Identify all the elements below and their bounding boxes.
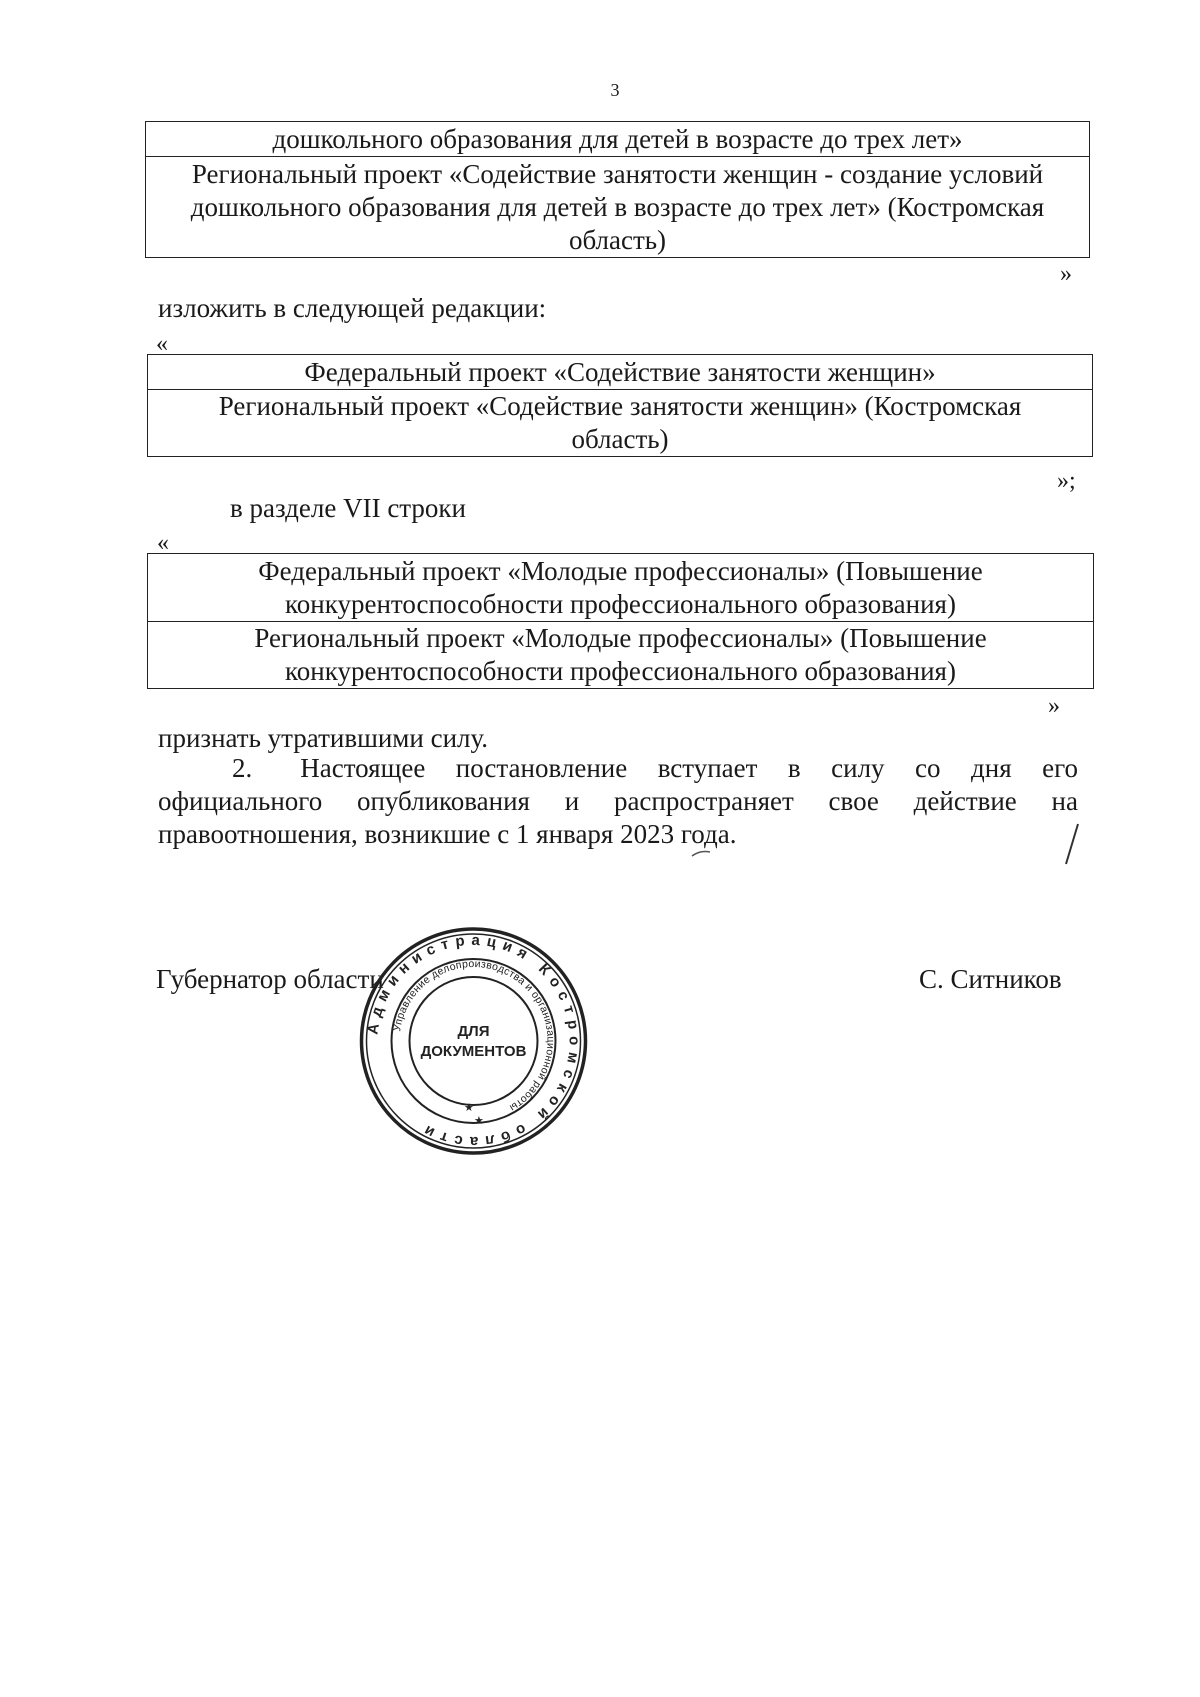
svg-text:ДОКУМЕНТОВ: ДОКУМЕНТОВ xyxy=(420,1043,527,1060)
table-new-rows xyxy=(147,354,1093,457)
table-cell: Федеральный проект «Молодые профессионалы» (Повышение конкурентоспособности профессионального образования) xyxy=(148,554,1094,622)
table-row xyxy=(148,622,1094,689)
table-row xyxy=(148,390,1093,457)
closing-quote: »; xyxy=(1057,468,1076,494)
table-cell: Региональный проект «Содействие занятости женщин - создание условий дошкольного образования для детей в возрасте до трех лет» (Костромская область) xyxy=(146,157,1090,258)
opening-quote: « xyxy=(157,530,169,556)
table-row xyxy=(148,355,1093,390)
paragraph-line-3: правоотношения, возникшие с 1 января 2023 года. xyxy=(158,819,737,849)
pen-mark xyxy=(690,848,714,858)
svg-text:Администрация Костромской обла: Администрация Костромской области xyxy=(364,931,583,1151)
svg-text:ДЛЯ: ДЛЯ xyxy=(457,1023,490,1040)
official-stamp xyxy=(356,926,591,1156)
opening-quote: « xyxy=(156,331,168,357)
paragraph-number: 2. xyxy=(232,753,253,783)
table-cell: Федеральный проект «Содействие занятости женщин» xyxy=(148,355,1093,390)
closing-quote: » xyxy=(1048,693,1060,719)
body-text: признать утратившими силу. xyxy=(158,723,489,753)
table-row xyxy=(146,157,1090,258)
table-old-rows xyxy=(145,121,1090,258)
svg-text:★: ★ xyxy=(464,1101,474,1114)
paragraph-line-1: Настоящее постановление вступает в силу со дня его xyxy=(300,753,1078,783)
page-number: 3 xyxy=(610,80,620,100)
closing-quote: » xyxy=(1060,261,1072,287)
section-text: в разделе VII строки xyxy=(230,493,466,523)
table-cell: дошкольного образования для детей в возрасте до трех лет» xyxy=(146,122,1090,157)
table-row xyxy=(146,122,1090,157)
paragraph-line xyxy=(158,752,1078,785)
table-row xyxy=(148,554,1094,622)
paragraph-line-2: официального опубликования и распространяет свое действие на xyxy=(158,786,1078,816)
signature-name: С. Ситников xyxy=(919,964,1062,994)
signature-position: Губернатор области xyxy=(156,964,384,994)
table-removed-rows xyxy=(147,553,1094,689)
table-cell: Региональный проект «Содействие занятости женщин» (Костромская область) xyxy=(148,390,1093,457)
table-cell: Региональный проект «Молодые профессионалы» (Повышение конкурентоспособности профессионального образования) xyxy=(148,622,1094,689)
svg-text:★: ★ xyxy=(474,1114,484,1127)
svg-text:Управление делопроизводства и: Управление делопроизводства и организационной работы xyxy=(391,957,557,1114)
instruction-text: изложить в следующей редакции: xyxy=(158,293,547,323)
paragraph-2 xyxy=(158,752,1078,851)
pen-mark xyxy=(1060,822,1084,866)
